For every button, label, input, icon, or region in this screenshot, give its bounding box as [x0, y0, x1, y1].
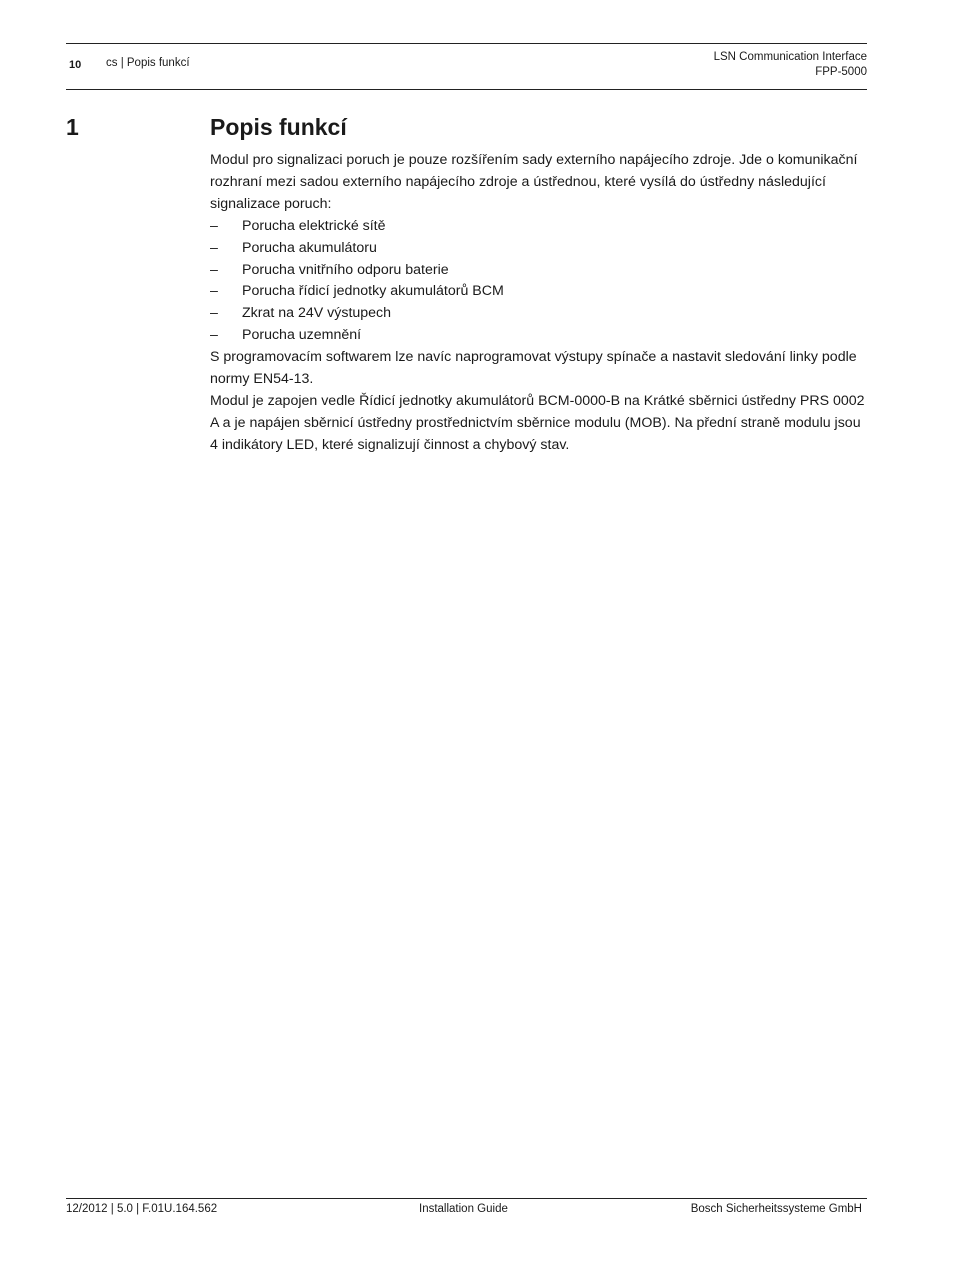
list-item — [210, 238, 870, 260]
list-item-text: Porucha řídicí jednotky akumulátorů BCM — [242, 283, 504, 300]
list-item — [210, 325, 870, 347]
header-top-rule — [66, 43, 867, 44]
bullet-dash: – — [210, 261, 218, 278]
chapter-title: Popis funkcí — [210, 114, 347, 140]
connection-paragraph: Modul je zapojen vedle Řídicí jednotky akumulátorů BCM-0000-B na Krátké sběrnici ústředny PRS 0002 A a je napájen sběrnicí ústředny prostřednictvím sběrnice modulu (MOB). Na přední straně modulu jsou 4 indikátory LED, které signalizují činnost a chybový stav. — [210, 392, 865, 453]
bullet-dash: – — [210, 239, 218, 256]
bullet-dash: – — [210, 305, 218, 322]
list-item — [210, 216, 870, 238]
bullet-dash: – — [210, 217, 218, 234]
footer-doc-type: Installation Guide — [419, 1203, 508, 1215]
header-bottom-rule — [66, 89, 867, 90]
list-item-text: Porucha uzemnění — [242, 327, 362, 344]
header-product — [714, 50, 867, 80]
page-number: 10 — [69, 59, 82, 71]
chapter-body — [210, 150, 870, 457]
list-item — [210, 281, 870, 303]
header-section-label: cs | Popis funkcí — [106, 57, 190, 69]
software-paragraph: S programovacím softwarem lze navíc naprogramovat výstupy spínače a nastavit sledování linky podle normy EN54-13. — [210, 349, 857, 388]
list-item-text: Porucha elektrické sítě — [242, 217, 386, 234]
fault-list — [210, 216, 870, 347]
list-item — [210, 260, 870, 282]
bullet-dash: – — [210, 327, 218, 344]
header-product-code: FPP-5000 — [815, 66, 867, 78]
chapter-number: 1 — [66, 114, 79, 140]
footer-doc-info: 12/2012 | 5.0 | F.01U.164.562 — [66, 1203, 218, 1215]
bullet-dash: – — [210, 283, 218, 300]
list-item-text: Zkrat na 24V výstupech — [242, 305, 392, 322]
list-item-text: Porucha vnitřního odporu baterie — [242, 261, 449, 278]
footer-rule — [66, 1198, 867, 1199]
list-item — [210, 303, 870, 325]
footer-company: Bosch Sicherheitssysteme GmbH — [690, 1203, 862, 1215]
list-item-text: Porucha akumulátoru — [242, 239, 377, 256]
intro-paragraph: Modul pro signalizaci poruch je pouze rozšířením sady externího napájecího zdroje. Jde o komunikační rozhraní mezi sadou externího napájecího zdroje a ústřednou, které vysílá do ústředny následující signalizace poruch: — [210, 152, 858, 212]
header-product-name: LSN Communication Interface — [713, 51, 867, 63]
